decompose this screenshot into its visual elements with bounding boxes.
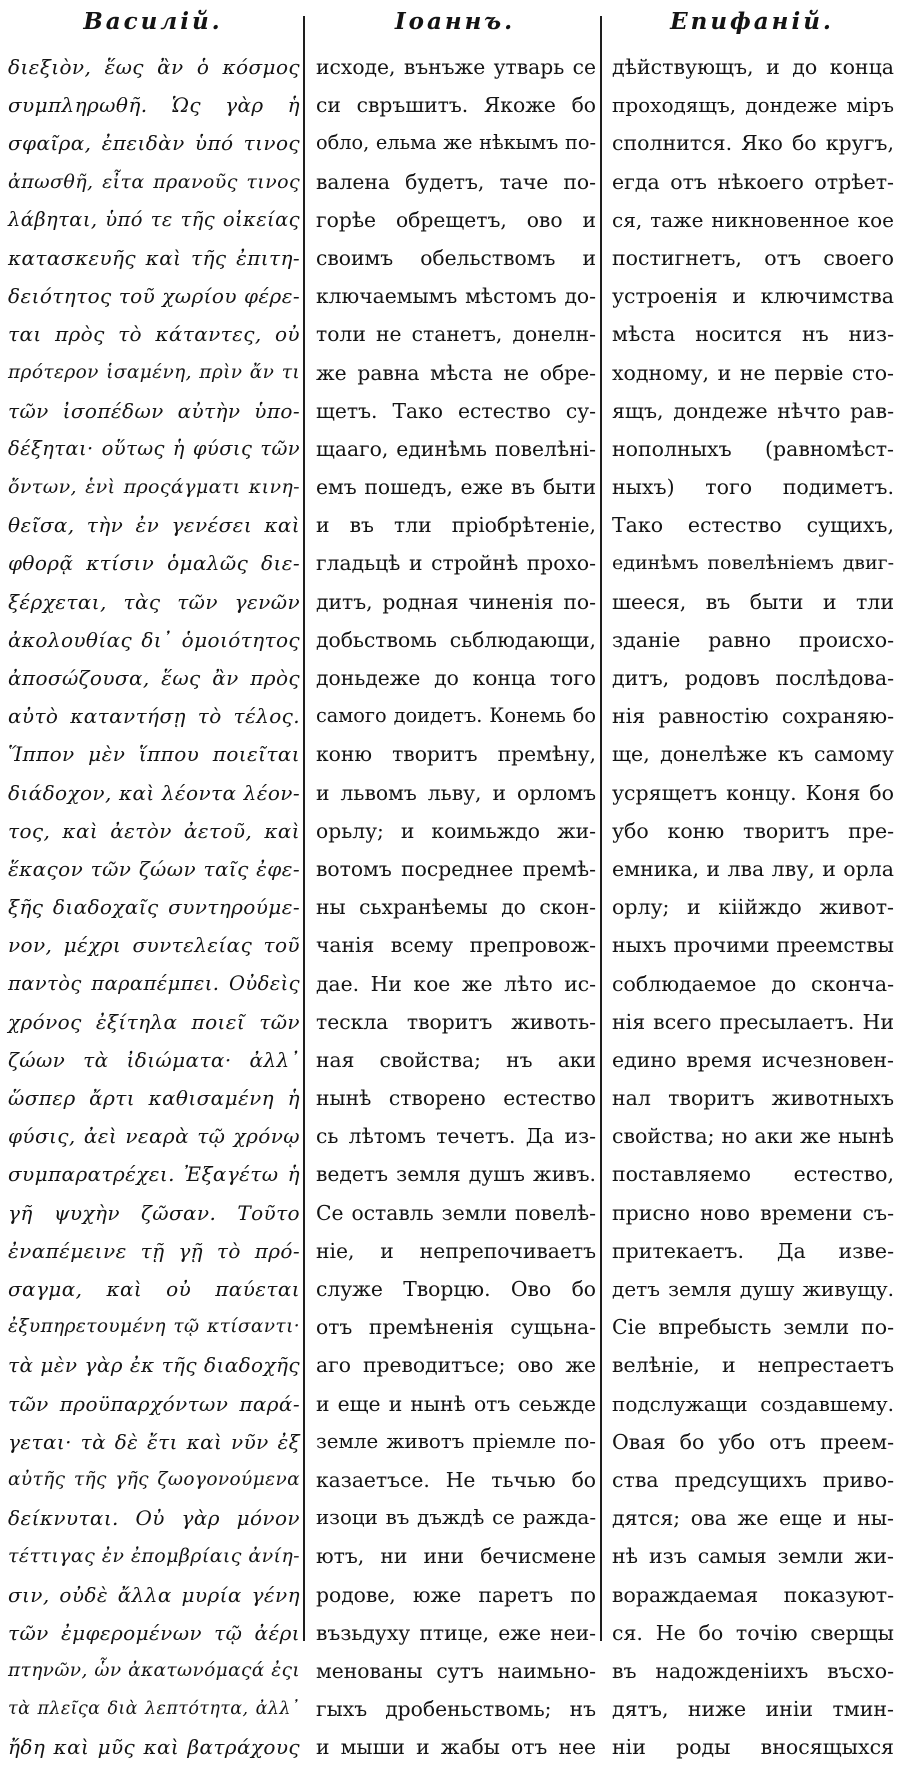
column-ioann-slavonic (308, 0, 602, 1760)
text-line: сь лѣтомъ течетъ. Да из- (316, 1124, 596, 1149)
text-line: дае. Ни кое же лѣто ис- (316, 971, 596, 996)
text-line: ства предсущихъ приво- (612, 1467, 894, 1492)
text-line: нынѣ створено естество (316, 1086, 596, 1111)
text-line: въ надожденіихъ въсхо- (612, 1658, 894, 1683)
text-line: и еще и нынѣ отъ сеьжде (316, 1391, 596, 1416)
text-line: ἀκολουθίας δι᾽ ὁμοιότητος (8, 627, 300, 652)
text-line: ἕκαςον τῶν ζώων ταῖς ἐφε- (8, 856, 300, 881)
text-line: ἀπωσθῆ, εἶτα πρανοῦς τινος (8, 170, 300, 193)
text-line: дятъ, ниже иніи тмин- (612, 1697, 894, 1722)
text-line: ютъ, ни ини бечисмене (316, 1544, 596, 1569)
text-line: συμπληρωθῆ. Ὡς γὰρ ἡ (8, 93, 300, 118)
text-line: и львомъ льву, и орломъ (316, 780, 596, 805)
text-line: усрящетъ концу. Коня бо (612, 780, 894, 805)
text-line: ще, донелѣже къ самому (612, 742, 894, 767)
text-line: единѣмъ повелѣніемъ двиг- (612, 552, 894, 575)
text-line: же равна мѣста не обре- (316, 360, 596, 385)
text-line: ведетъ земля душъ живъ. (316, 1162, 596, 1187)
text-line: казаетъсе. Не тьчью бо (316, 1467, 596, 1492)
text-line: ны сьхранѣемы до скон- (316, 895, 596, 920)
text-line: πτηνῶν, ὧν ἀκατωνόμαςά ἐςι (8, 1659, 300, 1681)
text-line: ходному, и не первіе сто- (612, 360, 894, 385)
text-line: τὰ μὲν γὰρ ἐκ τῆς διαδοχῆς (8, 1353, 300, 1378)
text-line: своимъ обельствомъ и (316, 245, 596, 270)
text-line: служе Творцю. Ово бо (316, 1277, 596, 1301)
text-line: и въ тли пріобрѣтеніе, (316, 513, 596, 538)
text-line: земле животъ пріемле по- (316, 1429, 596, 1453)
text-line: аго преводитъсе; ово же (316, 1353, 596, 1378)
text-line: орлу; и кіійждо живот- (612, 895, 894, 920)
text-line: τῶν ἰσοπέδων αὐτὴν ὑπο- (8, 398, 300, 423)
text-line: σαγμα, καὶ οὐ παύεται (8, 1277, 300, 1301)
text-line: ся. Не бо точію сверщы (612, 1620, 894, 1645)
text-line: φθορᾷ κτίσιν ὁμαλῶς διε- (8, 551, 300, 576)
text-line: φύσις, ἀεὶ νεαρὰ τῷ χρόνῳ (8, 1124, 300, 1149)
text-line: притекаетъ. Да изве- (612, 1238, 894, 1263)
text-line: τος, καὶ ἀετὸν ἀετοῦ, καὶ (8, 818, 300, 843)
text-line: τέττιγας ἐν ἐπομβρίαις ἀνίη- (8, 1545, 300, 1568)
text-line: чанія всему препровож- (316, 933, 596, 958)
text-line: поставляемо естество, (612, 1162, 894, 1187)
text-line: ніи роды вносящыхся (612, 1735, 894, 1760)
text-line: τὰ πλεῖςα διὰ λεπτότητα, ἀλλ᾽ (8, 1699, 300, 1720)
text-line: дитъ, родная чиненія по- (316, 589, 596, 614)
text-line: ἐναπέμεινε τῇ γῇ τὸ πρό- (8, 1238, 300, 1263)
text-line: добьствомь сьблюдающи, (316, 627, 596, 652)
text-line: нія равностію сохраняю- (612, 704, 894, 729)
text-line: ξῆς διαδοχαῖς συντηρούμε- (8, 895, 300, 920)
text-line: ὄντων, ἑνὶ προςάγματι κινη- (8, 476, 300, 499)
text-line: δειότητος τοῦ χωρίου φέρε- (8, 284, 300, 309)
text-line: Тако естество сущихъ, (612, 513, 894, 538)
text-line: ἤδη καὶ μῦς καὶ βατράχους (8, 1735, 300, 1760)
text-line: συμπαρατρέχει. Ἐξαγέτω ἡ (8, 1162, 300, 1187)
text-line: δέξηται· οὕτως ἡ φύσις τῶν (8, 436, 300, 460)
text-line: νον, μέχρι συντελείας τοῦ (8, 933, 300, 958)
text-line: дитъ, родовъ послѣдова- (612, 666, 894, 690)
text-line: ἐξυπηρετουμένη τῷ κτίσαντι· (8, 1316, 300, 1338)
text-line: щааго, единѣмь повелѣні- (316, 436, 596, 461)
text-line: διάδοχον, καὶ λέοντα λέον- (8, 780, 300, 805)
text-line: менованы сутъ наимьно- (316, 1658, 596, 1683)
text-line: валена будетъ, таче по- (316, 169, 596, 194)
column-header-basil: Василій. (83, 8, 223, 35)
text-line: λάβηται, ὑπό τε τῆς οἰκείας (8, 207, 300, 231)
text-line: нополныхъ (равномѣст- (612, 436, 894, 461)
text-line: ключаемымъ мѣстомъ до- (316, 284, 596, 309)
text-line: обло, ельма же нѣкымъ по- (316, 131, 596, 155)
text-line: проходящъ, дондеже міръ (612, 93, 894, 118)
text-line: детъ земля душу живущу. (612, 1277, 894, 1301)
text-line: дятся; ова же еще и ны- (612, 1506, 894, 1531)
text-line: велѣніе, и непрестаетъ (612, 1353, 894, 1378)
column-divider-right (600, 16, 602, 1641)
column-divider-left (303, 16, 305, 1641)
text-line: толи не станетъ, донелн- (316, 322, 596, 347)
text-line: τῶν προϋπαρχόντων παρά- (8, 1391, 300, 1416)
text-line: щетъ. Тако естество су- (316, 398, 596, 423)
text-line: коню творитъ премѣну, (316, 742, 596, 767)
text-line: δείκνυται. Οὐ γὰρ μόνον (8, 1506, 300, 1531)
text-line: егда отъ нѣкоего отрѣет- (612, 169, 894, 194)
column-header-epiphany: Епифаній. (670, 8, 834, 35)
text-line: възьдуху птице, еже неи- (316, 1620, 596, 1645)
text-line: родове, юже паретъ по (316, 1582, 596, 1607)
column-text-epiphany (612, 48, 894, 1766)
text-line: ξέρχεται, τὰς τῶν γενῶν (8, 589, 300, 614)
text-line: τῶν ἐμφερομένων τῷ ἀέρι (8, 1620, 300, 1645)
text-line: изоци въ дъждѣ се ражда- (316, 1506, 596, 1530)
text-line: дѣйствующъ, и до конца (612, 55, 894, 79)
text-line: доньдеже до конца того (316, 666, 596, 690)
column-text-basil (8, 48, 300, 1766)
text-line: πρότερον ἱσαμένη, πρὶν ἄν τι (8, 361, 300, 383)
text-line: ная свойства; нъ аки (316, 1047, 596, 1072)
text-line: горѣе обрещетъ, ово и (316, 207, 596, 232)
text-line: нал творитъ животныхъ (612, 1086, 894, 1111)
text-line: Ἵππον μὲν ἵππου ποιεῖται (8, 742, 300, 767)
text-line: κατασκευῆς καὶ τῆς ἐπιτη- (8, 245, 300, 270)
text-line: свойства; но аки же нынѣ (612, 1124, 894, 1149)
text-line: исходе, вънъже утварь се (316, 55, 596, 79)
column-text-ioann (316, 48, 596, 1766)
text-line: постигнетъ, отъ своего (612, 245, 894, 270)
text-line: орьлу; и коимьждо жи- (316, 818, 596, 843)
text-line: нія всего пресылаетъ. Ни (612, 1009, 894, 1034)
text-line: παντὸς παραπέμπει. Οὐδεὶς (8, 971, 300, 995)
text-line: Сіе впребысть земли по- (612, 1315, 894, 1340)
text-line: ται πρὸς τὸ κάταντες, οὐ (8, 322, 300, 347)
text-line: ся, таже никновенное кое (612, 207, 894, 232)
text-line: Се оставль земли повелѣ- (316, 1200, 596, 1225)
text-line: гладьцѣ и стройнѣ прохо- (316, 551, 596, 576)
text-line: гыхъ дробеньствомь; нъ (316, 1697, 596, 1722)
text-line: αὐτῆς τῆς γῆς ζωογονούμενα (8, 1468, 300, 1490)
text-line: γῆ ψυχὴν ζῶσαν. Τοῦτο (8, 1200, 300, 1225)
text-line: ныхъ прочими преемствы (612, 933, 894, 958)
text-line: ζώων τὰ ἰδιώματα· ἀλλ᾽ (8, 1047, 300, 1072)
text-line: σιν, οὐδὲ ἄλλα μυρία γένη (8, 1582, 300, 1607)
column-header-ioann: Іоаннъ. (394, 8, 516, 35)
text-line: самого доидетъ. Конемь бо (316, 704, 596, 728)
column-basil-greek (0, 0, 306, 1760)
text-line: γεται· τὰ δὲ ἔτι καὶ νῦν ἐξ (8, 1429, 300, 1454)
text-line: шееся, въ быти и тли (612, 589, 894, 614)
text-line: ἀποσώζουσα, ἕως ἂν πρὸς (8, 666, 300, 690)
text-line: и мыши и жабы отъ нее (316, 1735, 596, 1760)
text-line: χρόνος ἐξίτηλα ποιεῖ τῶν (8, 1009, 300, 1034)
text-line: мѣста носится нъ низ- (612, 322, 894, 347)
text-line: αὐτὸ καταντήσῃ τὸ τέλος. (8, 704, 300, 729)
text-line: емника, и лва лву, и орла (612, 856, 894, 881)
text-line: зданіе равно происхо- (612, 627, 894, 652)
text-line: вораждаемая показуют- (612, 1582, 894, 1607)
text-line: σφαῖρα, ἐπειδὰν ὑπό τινος (8, 131, 300, 156)
text-line: присно ново времени съ- (612, 1200, 894, 1225)
text-line: ныхъ) того подиметъ. (612, 475, 894, 500)
column-epiphany-slavonic (604, 0, 900, 1760)
text-line: едино время исчезновен- (612, 1047, 894, 1072)
text-line: Овая бо убо отъ преем- (612, 1429, 894, 1454)
text-line: убо коню творитъ пре- (612, 818, 894, 843)
text-line: ніе, и непрепочиваетъ (316, 1238, 596, 1263)
text-line: тескла творитъ животь- (316, 1009, 596, 1034)
text-line: си свръшитъ. Якоже бо (316, 93, 596, 118)
text-line: устроенія и ключимства (612, 284, 894, 309)
text-line: ящъ, дондеже нѣчто рав- (612, 398, 894, 423)
text-line: θεῖσα, τὴν ἐν γενέσει καὶ (8, 513, 300, 538)
text-line: соблюдаемое до сконча- (612, 971, 894, 996)
text-line: нѣ изъ самыя земли жи- (612, 1544, 894, 1569)
text-line: сполнится. Яко бо кругъ, (612, 131, 894, 156)
text-line: вотомъ посреднее премѣ- (316, 856, 596, 881)
text-line: отъ премѣненія сущьна- (316, 1315, 596, 1340)
text-line: ὥσπερ ἄρτι καθισαμένη ἡ (8, 1086, 300, 1111)
text-line: емъ пошедъ, еже въ быти (316, 475, 596, 500)
text-line: διεξιὸν, ἕως ἂν ὁ κόσμος (8, 55, 300, 79)
text-line: подслужащи создавшему. (612, 1391, 894, 1416)
